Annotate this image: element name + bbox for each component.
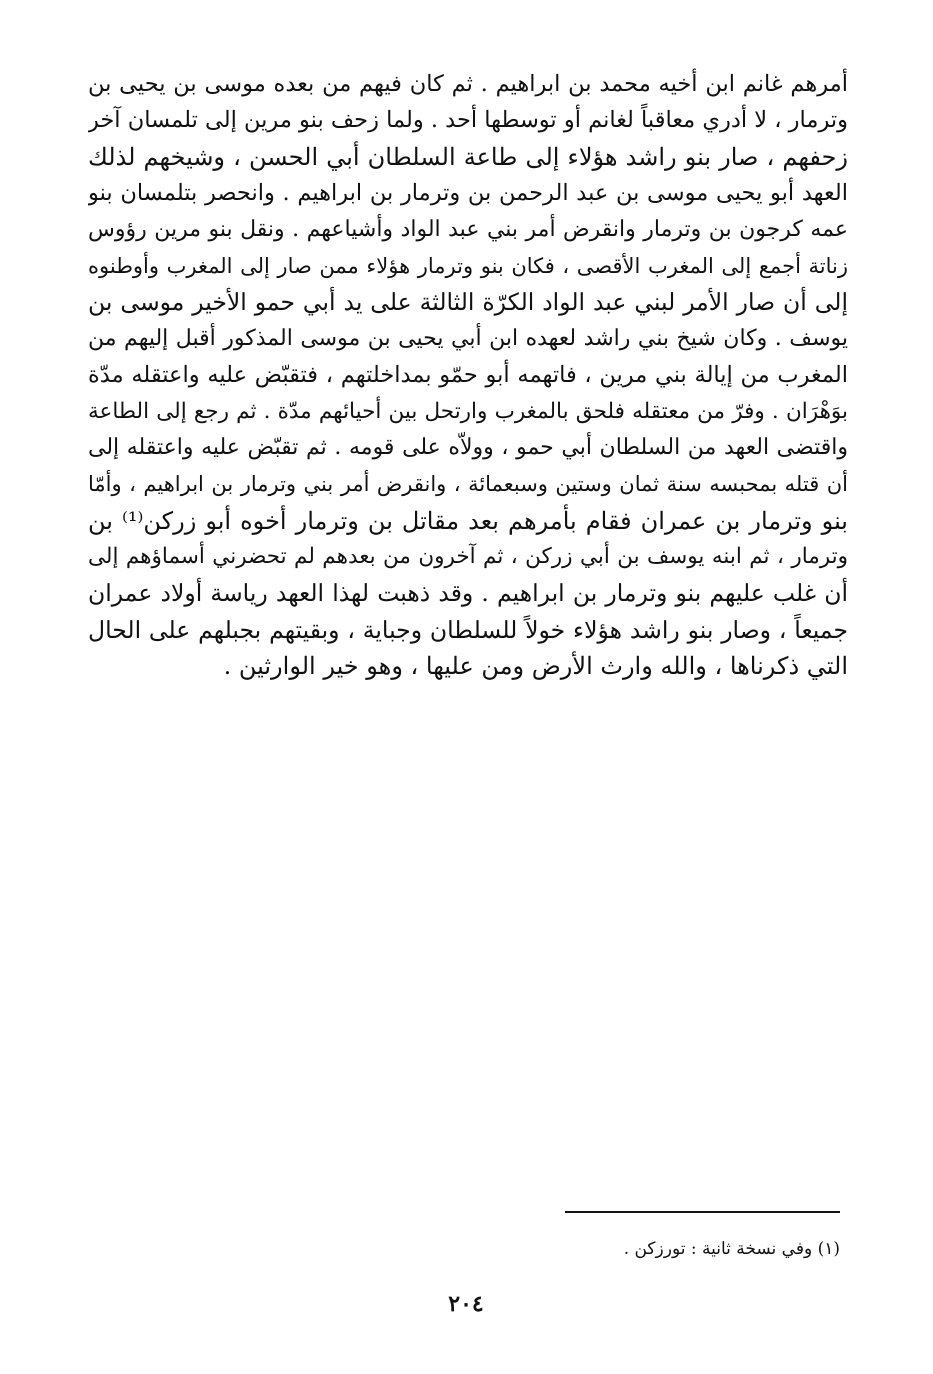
text-line: أن قتله بمحبسه سنة ثمان وستين وسبعمائة ، وانقرض أمر بني وترمار بن ابراهيم ، وأمّا: [88, 472, 848, 497]
text-line: العهد أبو يحيى موسى بن عبد الرحمن بن وترمار بن ابراهيم . وانحصر بتلمسان بنو: [88, 180, 848, 207]
footnote-divider: [565, 1211, 840, 1213]
text-line: زناتة أجمع إلى المغرب الأقصى ، فكان بنو وترمار هؤلاء ممن صار إلى المغرب وأوطنوه: [88, 253, 848, 278]
text-line: واقتضى العهد من السلطان أبي حمو ، وولاّه على قومه . ثم تقبّض عليه واعتقله إلى: [88, 434, 848, 460]
text-line: وترمار ، لا أدري معاقباً لغانم أو توسطها أحد . ولما زحف بنو مرين إلى تلمسان آخر: [88, 107, 848, 134]
text-line: التي ذكرناها ، والله وارث الأرض ومن عليها ، وهو خير الوارثين .: [223, 652, 848, 681]
text-line: يوسف . وكان شيخ بني راشد لعهده ابن أبي يحيى بن موسى المذكور أقبل إليهم من: [88, 325, 848, 351]
page-number: ٢٠٤: [448, 1291, 484, 1317]
text-line: عمه كرجون بن وترمار وانقرض أمر بني عبد الواد وأشياعهم . ونقل بنو مرين رؤوس: [88, 216, 848, 242]
text-line: أمرهم غانم ابن أخيه محمد بن ابراهيم . ثم كان فيهم من بعده موسى بن يحيى بن: [88, 71, 848, 97]
text-line: بنو وترمار بن عمران فقام بأمرهم بعد مقاتل بن وترمار أخوه أبو زركن⁽¹⁾ بن: [88, 506, 848, 535]
text-line: بوَهْرَان . وفرّ من معتقله فلحق بالمغرب وارتحل بين أحيائهم مدّة . ثم رجع إلى الطاعة: [88, 398, 848, 424]
text-line: إلى أن صار الأمر لبني عبد الواد الكرّة الثالثة على يد أبي حمو الأخير موسى بن: [88, 288, 848, 317]
footnote: (١) وفي نسخة ثانية : تورزكن .: [623, 1239, 840, 1259]
main-paragraph: [88, 66, 848, 685]
text-line: وترمار ، ثم ابنه يوسف بن أبي زركن ، ثم آخرون من بعدهم لم تحضرني أسماؤهم إلى: [88, 544, 848, 570]
text-line: أن غلب عليهم بنو وترمار بن ابراهيم . وقد ذهبت لهذا العهد رياسة أولاد عمران: [88, 579, 848, 608]
text-line: زحفهم ، صار بنو راشد هؤلاء إلى طاعة السلطان أبي الحسن ، وشيخهم لذلك: [88, 142, 848, 171]
text-line: المغرب من إيالة بني مرين ، فاتهمه أبو حمّو بمداخلتهم ، فتقبّض عليه واعتقله مدّة: [88, 362, 848, 389]
text-line: جميعاً ، وصار بنو راشد هؤلاء خولاً للسلطان وجباية ، وبقيتهم بجبلهم على الحال: [88, 615, 848, 644]
